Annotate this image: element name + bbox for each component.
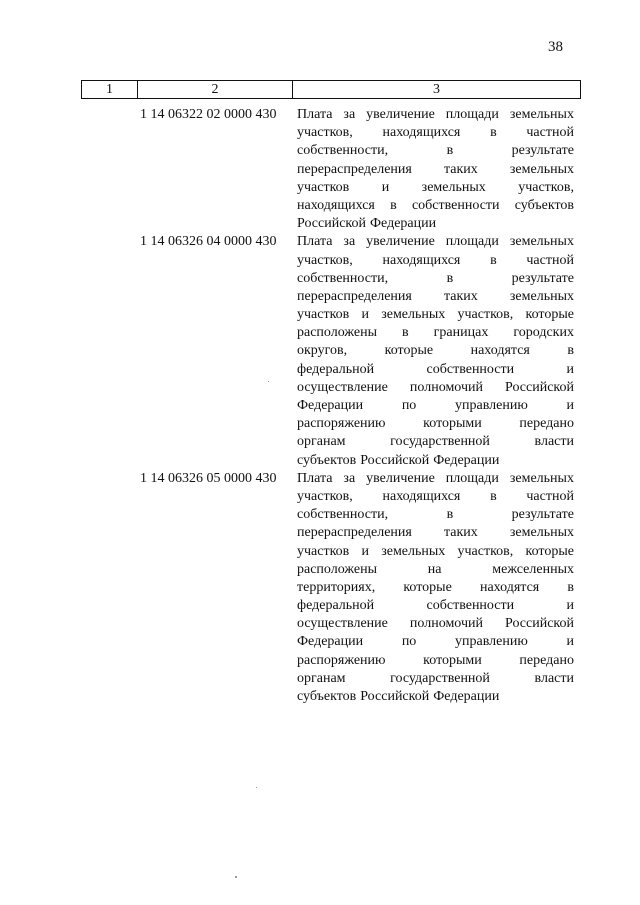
description-word: таких (443, 288, 478, 304)
description-line (297, 306, 574, 324)
description-word: частной (526, 252, 574, 268)
description-line (297, 324, 574, 342)
description-word: Федерации (370, 216, 437, 232)
description-word: земельных (421, 179, 486, 195)
description-word: которые (403, 579, 452, 595)
description-word: управлению (455, 398, 528, 413)
description-word: осуществление (297, 379, 388, 395)
description-word: находятся (470, 343, 530, 359)
description-word: и (361, 307, 369, 323)
description-word: которые (384, 343, 434, 359)
description-word: власти (534, 434, 574, 450)
description-line (297, 124, 574, 142)
description-word: Федерации (433, 689, 500, 704)
description-line (297, 615, 574, 633)
description-word: передано (519, 652, 574, 668)
description-line (297, 652, 574, 670)
description-word: государственной (390, 434, 490, 450)
description-word: участков, (518, 179, 574, 195)
description-word: собственности (426, 598, 515, 614)
description-word: за (343, 107, 356, 122)
header-col-3: 3 (433, 81, 440, 97)
description-word: площади (445, 234, 499, 250)
description-word: расположены (297, 325, 377, 341)
description-word: собственности, (297, 143, 389, 159)
description-line (297, 579, 574, 597)
description-line (297, 161, 574, 179)
budget-code: 1 14 06326 05 0000 430 (140, 470, 277, 486)
description-word: земельных (509, 470, 574, 486)
description-word: субъектов (297, 689, 357, 704)
description-word: и (361, 543, 369, 559)
description-word: Российской (360, 689, 430, 704)
description-word: органам (297, 434, 346, 450)
description-word: Российской (505, 616, 574, 632)
description-word: за (343, 470, 356, 486)
description-word: земельных (509, 234, 574, 250)
description-word: перераспределения (297, 525, 412, 541)
description-word: и (566, 634, 574, 650)
description-word: перераспределения (297, 288, 412, 304)
description-word: находящихся (297, 197, 375, 213)
description-word: участков, (297, 488, 353, 504)
description-line (297, 106, 574, 124)
table-row (0, 470, 640, 706)
description-line (297, 197, 574, 215)
description-word: участков (297, 307, 350, 323)
description-word: субъектов (297, 452, 357, 468)
description-word: Российской (360, 452, 430, 468)
description-word: собственности (426, 361, 515, 377)
description-word: которыми (423, 416, 482, 432)
description-word: находящихся (382, 252, 461, 268)
description-word: субъектов (514, 197, 574, 213)
description-word: межселенных (492, 561, 574, 577)
description-line (297, 270, 574, 288)
description-word: участков, (297, 252, 353, 268)
description-line (297, 452, 574, 470)
description-word: в (490, 252, 497, 268)
description-word: по (401, 398, 417, 413)
description-word: и (566, 361, 574, 377)
description-line (297, 252, 574, 270)
description-word: передано (519, 416, 574, 432)
description-word: участков, (297, 125, 353, 141)
description-word: управлению (455, 634, 528, 650)
description-word: которые (525, 307, 574, 323)
income-description (297, 233, 574, 469)
table-body (0, 106, 640, 706)
description-word: Российской (505, 379, 574, 395)
description-line (297, 543, 574, 561)
description-word: участков (297, 179, 350, 195)
description-word: распоряжению (297, 416, 386, 432)
description-word: таких (443, 525, 478, 541)
description-word: на (427, 561, 442, 577)
page-number: 38 (548, 39, 563, 55)
description-line (297, 179, 574, 197)
table-row (0, 233, 640, 469)
description-word: государственной (390, 670, 490, 686)
description-word: в (567, 343, 574, 359)
description-line (297, 397, 574, 415)
description-word: участков, (457, 543, 514, 559)
description-word: земельных (509, 161, 574, 177)
description-word: и (566, 398, 574, 413)
description-word: за (343, 234, 356, 250)
description-word: находящихся (382, 488, 461, 504)
description-word: частной (526, 488, 574, 504)
description-word: увеличение (366, 107, 435, 122)
table-row (0, 106, 640, 233)
description-word: которые (525, 543, 574, 559)
description-word: площади (445, 470, 499, 486)
income-description (297, 470, 574, 706)
description-line (297, 524, 574, 542)
scan-speck (235, 876, 237, 878)
description-word: Федерации (297, 634, 364, 650)
description-word: территориях, (297, 579, 376, 595)
description-word: органам (297, 670, 346, 686)
header-col-2: 2 (138, 81, 293, 98)
description-line (297, 415, 574, 433)
description-word: увеличение (366, 470, 435, 486)
description-line (297, 233, 574, 251)
scan-speck (268, 381, 269, 382)
description-line (297, 215, 574, 233)
description-word: округов, (297, 343, 348, 359)
description-word: результате (511, 507, 574, 523)
description-word: федеральной (297, 361, 375, 377)
scan-speck (256, 787, 257, 788)
description-word: в (567, 579, 574, 595)
description-word: федеральной (297, 598, 375, 614)
description-word: частной (526, 125, 574, 141)
income-description (297, 106, 574, 233)
description-word: земельных (381, 307, 446, 323)
description-word: земельных (381, 543, 446, 559)
description-word: земельных (509, 525, 574, 541)
description-word: в (490, 125, 497, 141)
description-word: полномочий (409, 616, 483, 632)
description-word: Федерации (433, 452, 500, 468)
description-word: в (446, 270, 454, 286)
description-word: перераспределения (297, 161, 412, 177)
description-line (297, 633, 574, 651)
description-word: в (390, 197, 397, 213)
budget-code: 1 14 06326 04 0000 430 (140, 234, 277, 250)
description-line (297, 506, 574, 524)
description-line (297, 288, 574, 306)
description-word: собственности, (297, 270, 389, 286)
description-line (297, 688, 574, 706)
description-word: в (402, 325, 409, 341)
description-line (297, 142, 574, 160)
description-line (297, 670, 574, 688)
description-word: Плата (297, 234, 333, 250)
description-word: власти (534, 670, 574, 686)
description-line (297, 597, 574, 615)
description-word: полномочий (409, 379, 483, 395)
header-col-1: 1 (82, 81, 138, 98)
description-word: в (490, 488, 497, 504)
description-word: собственности (411, 197, 500, 213)
description-line (297, 488, 574, 506)
description-word: Плата (297, 470, 333, 486)
description-line (297, 433, 574, 451)
description-word: границах (433, 325, 489, 341)
description-word: площади (445, 107, 499, 122)
description-word: участков (297, 543, 350, 559)
budget-code: 1 14 06322 02 0000 430 (140, 107, 277, 122)
description-word: земельных (509, 107, 574, 122)
description-word: и (566, 598, 574, 614)
description-word: собственности, (297, 507, 389, 523)
description-word: по (401, 634, 417, 650)
description-line (297, 561, 574, 579)
description-word: участков, (457, 307, 514, 323)
description-line (297, 361, 574, 379)
description-word: результате (511, 270, 574, 286)
description-word: увеличение (366, 234, 435, 250)
description-word: земельных (509, 288, 574, 304)
description-word: Плата (297, 107, 333, 122)
table-header (81, 80, 581, 99)
description-word: в (446, 507, 454, 523)
description-word: расположены (297, 561, 377, 577)
description-word: Российской (297, 216, 366, 232)
description-line (297, 470, 574, 488)
description-word: находящихся (382, 125, 461, 141)
description-word: таких (443, 161, 478, 177)
description-word: и (381, 179, 390, 195)
description-word: Федерации (297, 398, 364, 413)
description-line (297, 379, 574, 397)
description-line (297, 342, 574, 360)
description-word: которыми (423, 652, 482, 668)
description-word: находятся (479, 579, 540, 595)
description-word: осуществление (297, 616, 388, 632)
description-word: в (446, 143, 454, 159)
description-word: результате (511, 143, 574, 159)
description-word: городских (513, 325, 574, 341)
description-word: распоряжению (297, 652, 386, 668)
